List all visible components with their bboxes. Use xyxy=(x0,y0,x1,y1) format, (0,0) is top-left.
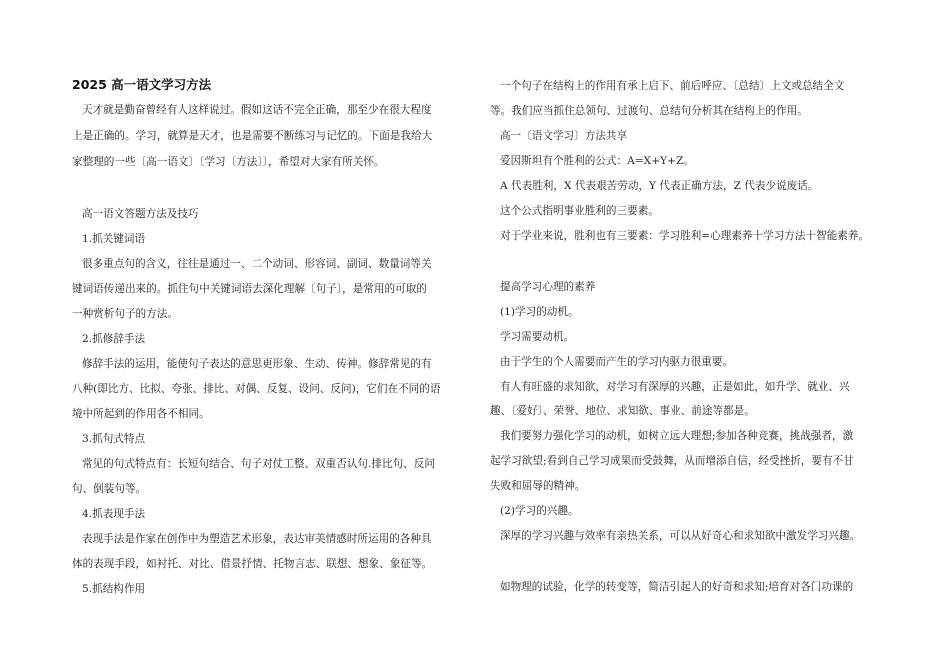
section-heading: 高一语文答题方法及技巧 xyxy=(82,208,199,220)
paragraph-line: 境中所起到的作用各不相同。 xyxy=(72,408,210,420)
paragraph-line: 很多重点句的含义，往往是通过一、二个动词、形容词、副词、数量词等关 xyxy=(82,258,432,270)
subsection-heading: 1.抓关键词语 xyxy=(82,233,146,245)
subsection-heading: 3.抓句式特点 xyxy=(82,433,146,445)
subsection-heading: (1)学习的动机。 xyxy=(500,306,579,318)
paragraph-line: 有人有旺盛的求知欲，对学习有深厚的兴趣，正是如此，如升学、就业、兴 xyxy=(500,381,850,393)
paragraph-line: 这个公式指明事业胜利的三要素。 xyxy=(500,205,659,217)
paragraph-line: 起学习欲望;看到自己学习成果而受鼓舞，从而增添自信，经受挫折，要有不甘 xyxy=(490,455,854,467)
paragraph-line: 等。我们应当抓住总领句、过渡句、总结句分析其在结构上的作用。 xyxy=(490,105,808,117)
paragraph-line: 一个句子在结构上的作用有承上启下、前后呼应、〔总结〕上文或总结全文 xyxy=(500,80,845,92)
paragraph-line: 失败和屈辱的精神。 xyxy=(490,480,586,492)
paragraph-line: 对于学业来说，胜利也有三要素：学习胜利=心理素养十学习方法十智能素养。 xyxy=(500,230,870,242)
paragraph-line: 八种(即比方、比拟、夸张、排比、对偶、反复、设问、反问)，它们在不同的语 xyxy=(72,383,441,395)
section-heading: 提高学习心理的素养 xyxy=(500,281,596,293)
paragraph-line: 趣、〔爱好〕、荣誉、地位、求知欲、事业、前途等都是。 xyxy=(490,405,755,417)
paragraph-line: 表现手法是作家在创作中为塑造艺术形象，表达审美情感时所运用的各种具 xyxy=(82,533,432,545)
paragraph-line: 上是正确的。学习，就算是天才，也是需要不断练习与记忆的。下面是我给大 xyxy=(72,130,433,142)
paragraph-line: 天才就是勤奋曾经有人这样说过。假如这话不完全正确，那至少在很大程度 xyxy=(82,104,432,116)
paragraph-line: 家整理的一些〔高一语文〕〔学习〔方法〕〕，希望对大家有所关怀。 xyxy=(72,156,385,168)
paragraph-line: 由于学生的个人需要而产生的学习内驱力很重要。 xyxy=(500,356,734,368)
subsection-heading: 2.抓修辞手法 xyxy=(82,333,146,345)
section-heading: 高一〔语文学习〕方法共享 xyxy=(500,130,628,142)
paragraph-line: 键词语传递出来的。抓住句中关键词语去深化理解〔句子〕，是常用的可取的 xyxy=(72,283,427,295)
paragraph-line: 爱因斯坦有个胜利的公式：A=X+Y+Z。 xyxy=(500,155,694,167)
paragraph-line: 我们要努力强化学习的动机，如树立远大理想;参加各种竞赛，挑战强者，激 xyxy=(500,430,854,442)
subsection-heading: (2)学习的兴趣。 xyxy=(500,505,579,517)
paragraph-line: A 代表胜利，X 代表艰苦劳动，Y 代表正确方法，Z 代表少说废话。 xyxy=(500,180,819,192)
paragraph-line: 深厚的学习兴趣与效率有亲热关系，可以从好奇心和求知欲中激发学习兴趣。 xyxy=(500,530,861,542)
document-title: 2025 高一语文学习方法 xyxy=(72,77,212,92)
subsection-heading: 5.抓结构作用 xyxy=(82,583,146,595)
paragraph-line: 句、倒装句等。 xyxy=(72,483,147,495)
paragraph-line: 一种赏析句子的方法。 xyxy=(72,308,178,320)
paragraph-line: 学习需要动机。 xyxy=(500,331,575,343)
paragraph-line: 体的表现手段，如衬托、对比、借景抒情、托物言志、联想、想象、象征等。 xyxy=(72,558,433,570)
paragraph-line: 修辞手法的运用，能使句子表达的意思更形象、生动、传神。修辞常见的有 xyxy=(82,358,432,370)
paragraph-line: 如物理的试验，化学的转变等，简洁引起人的好奇和求知;培育对各门功课的 xyxy=(500,581,854,593)
paragraph-line: 常见的句式特点有：长短句结合、句子对仗工整、双重否认句.排比句、反问 xyxy=(82,458,435,470)
subsection-heading: 4.抓表现手法 xyxy=(82,508,146,520)
